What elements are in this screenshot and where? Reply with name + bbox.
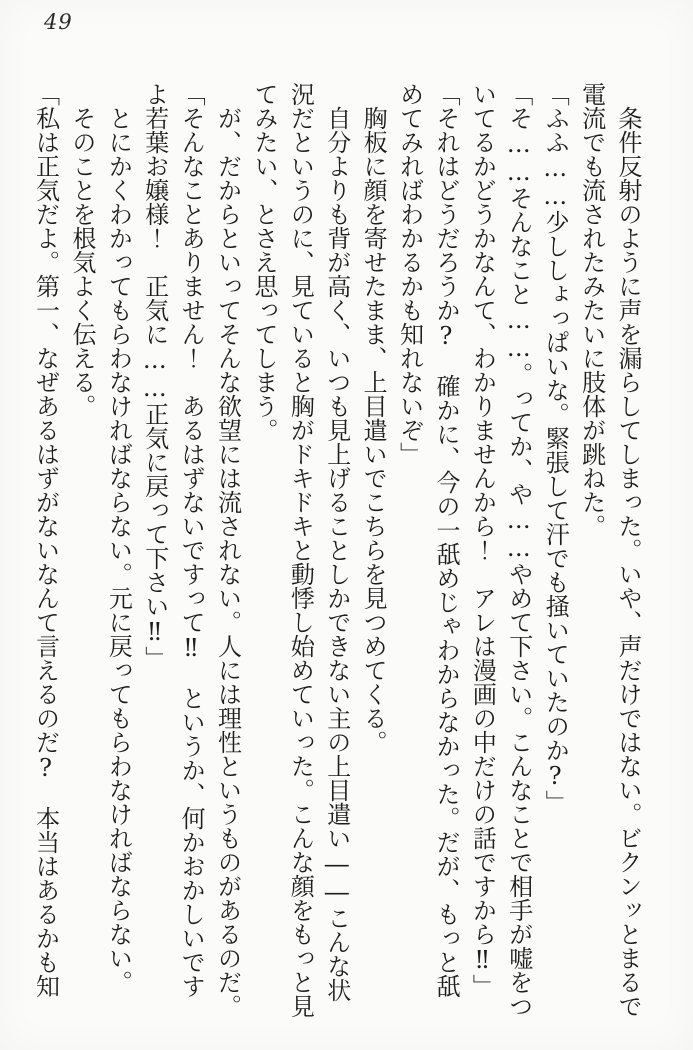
paragraph: 「そんなことありません！ あるはずないですって‼ というか、何かおかしいですよ若葉お嬢様！ 正気に……正気に戻って下さい‼」 [140,82,206,998]
page-text [26,82,646,1018]
paragraph: とにかくわかってもらわなければならない。元に戻ってもらわなければならない。 [104,106,133,994]
paragraph: 「それはどうだろうか? 確かに、今の一舐めじゃわからなかった。だが、もっと舐めてみればわかるかも知れないぞ」 [395,82,460,998]
paragraph: 「ふふ……少ししょっぱいな。緊張して汗でも掻いていたのか?」 [541,82,570,814]
paragraph: 「私は正気だよ。第一、なぜあるはずがないなんて言えるのだ? 本当はあるかも知 [31,82,60,998]
page-number: 49 [44,10,73,34]
paragraph: そのことを根気よく伝える。 [67,106,96,418]
paragraph: 「そ……そんなこと……。ってか、や……やめて下さい。こんなことで相手が嘘をついてるかどうかなんて、わかりませんから！ アレは漫画の中だけの話ですから‼」 [468,82,533,1018]
paragraph: 胸板に顔を寄せたまま、上目遣いでこちらを見つめてくる。 [359,106,388,754]
paragraph: 自分よりも背が高く、いつも見上げることしかできない主の上目遣い――こんな状況だというのに、見ていると胸がドキドキと動悸し始めていった。こんな顔をもっと見てみたい、とさえ思ってしまう。 [249,82,351,1018]
paragraph: が、だからといってそんな欲望には流されない。人には理性というものがあるのだ。 [213,106,242,1018]
paragraph: 条件反射のように声を漏らしてしまった。いや、声だけではない。ビクンッとまるで電流でも流されたみたいに肢体が跳ねた。 [577,82,642,1018]
